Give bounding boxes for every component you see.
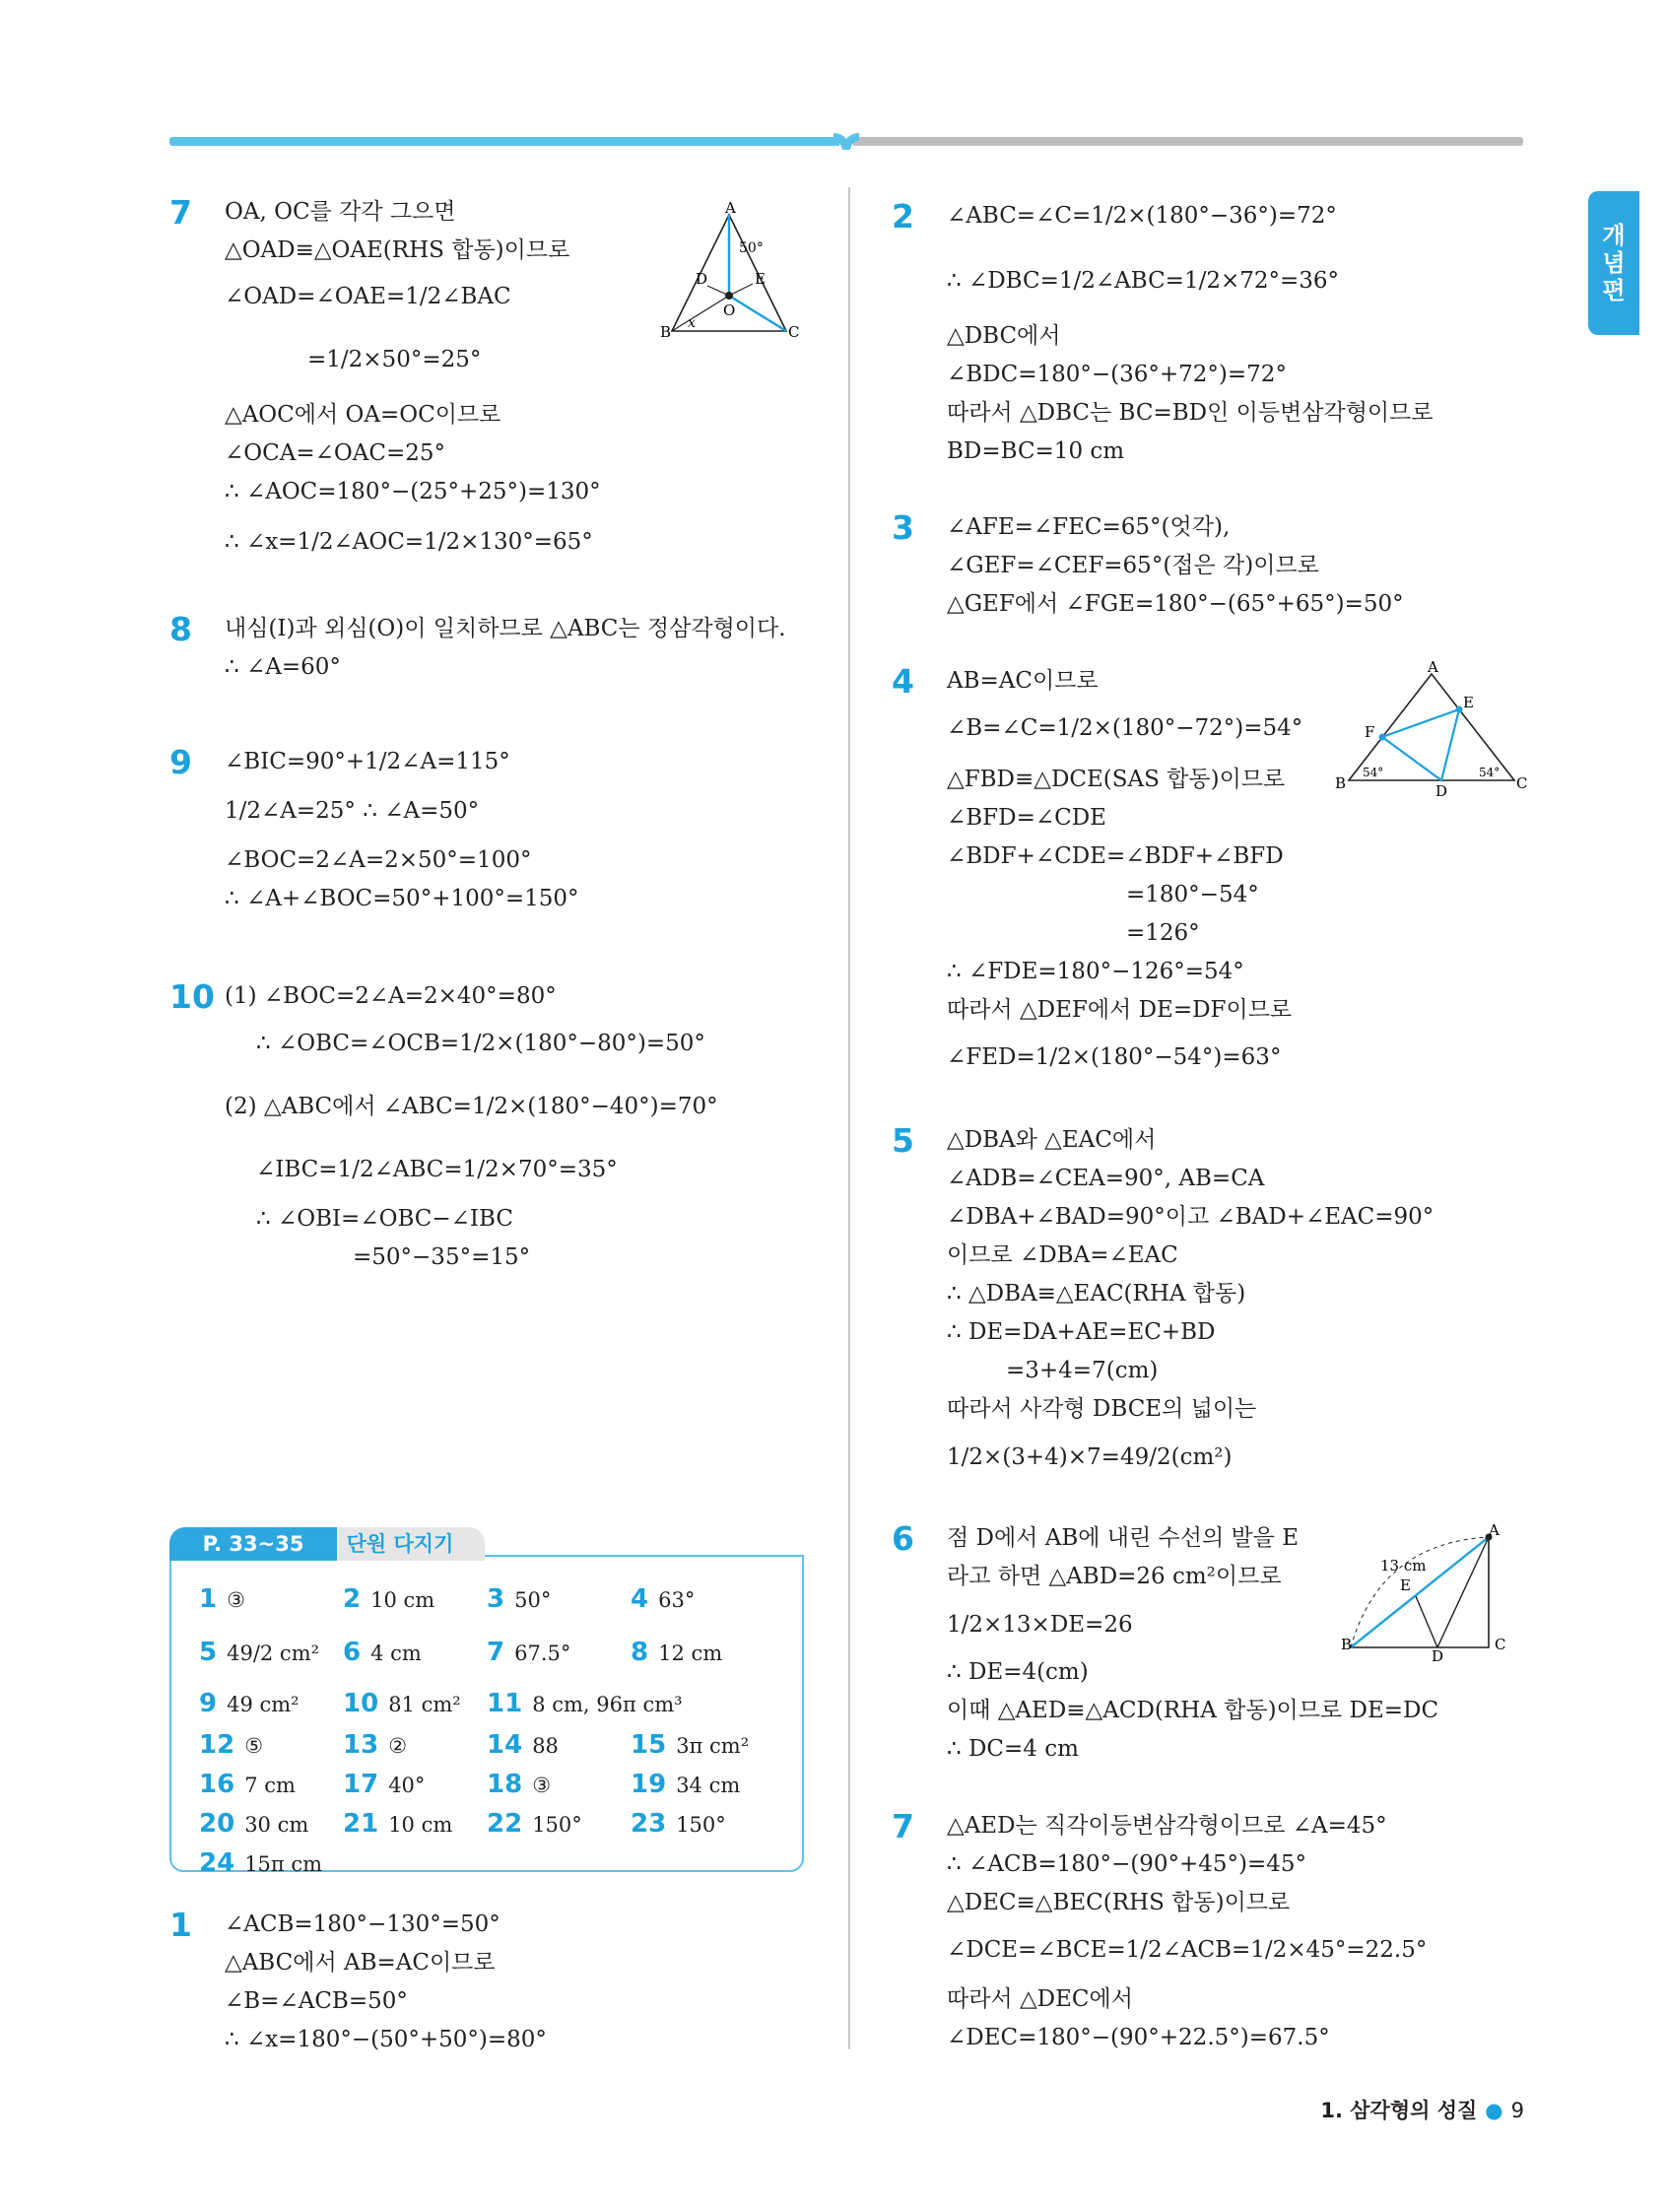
answer-item	[199, 1730, 263, 1761]
answer-number: 12	[199, 1730, 235, 1760]
answer-value: 34 cm	[676, 1774, 741, 1797]
top-bar-notch	[834, 137, 859, 163]
triangle-figure-7	[660, 201, 798, 339]
fig-label: B	[1335, 774, 1347, 792]
answer-value: 63°	[658, 1588, 696, 1612]
fig-label: O	[723, 302, 736, 319]
solution-line: ∠DBA+∠BAD=90°이고 ∠BAD+∠EAC=90°	[947, 1204, 1434, 1230]
solution-line: ∠ADB=∠CEA=90°, AB=CA	[947, 1166, 1265, 1191]
answer-value: ⑤	[244, 1734, 264, 1758]
solution-line: =1/2×50°=25°	[307, 347, 482, 372]
chapter-title: 1. 삼각형의 성질	[1320, 2099, 1478, 2122]
answer-value: 150°	[676, 1813, 726, 1837]
solution-line: BD=BC=10 cm	[947, 438, 1125, 464]
solution-line: ∠ABC=∠C=1/2×(180°−36°)=72°	[947, 203, 1337, 229]
solution-line: ∴ ∠AOC=180°−(25°+25°)=130°	[225, 479, 601, 504]
answer-number: 7	[487, 1638, 505, 1667]
answer-value: 150°	[532, 1813, 582, 1837]
answer-number: 22	[487, 1809, 523, 1839]
answer-item	[199, 1770, 296, 1800]
unit-review-box	[169, 1527, 804, 1878]
solution-line: 이므로 ∠DBA=∠EAC	[947, 1242, 1178, 1268]
solution-line: 1/2×(3+4)×7=49/2(cm²)	[947, 1444, 1233, 1470]
fig-label: D	[696, 270, 708, 288]
fig-label: C	[1516, 774, 1528, 792]
answer-value: 88	[532, 1734, 559, 1758]
answer-item	[487, 1638, 570, 1668]
solution-line: 따라서 △DBC는 BC=BD인 이등변삼각형이므로	[947, 400, 1434, 426]
solution-line: ∠BFD=∠CDE	[947, 805, 1106, 831]
solution-line: △ABC에서 AB=AC이므로	[225, 1950, 496, 1976]
solution-line: 따라서 △DEC에서	[947, 1986, 1133, 2012]
fig-label: B	[660, 323, 672, 341]
answer-number: 15	[631, 1730, 667, 1760]
fig-label: B	[1341, 1636, 1353, 1653]
answer-item	[343, 1689, 461, 1719]
fig-label: C	[788, 323, 800, 341]
solution-line: ∴ ∠A+∠BOC=50°+100°=150°	[225, 886, 579, 911]
answer-number: 3	[487, 1584, 505, 1614]
problem-number: 6	[892, 1519, 914, 1558]
solution-line: ∠FED=1/2×(180°−54°)=63°	[947, 1044, 1282, 1070]
top-bar-right	[853, 137, 1523, 146]
problem-number: 4	[892, 662, 914, 701]
solution-line: 내심(I)과 외심(O)이 일치하므로 △ABC는 정삼각형이다.	[225, 616, 786, 641]
triangle-figure-4	[1333, 658, 1530, 800]
problem-number: 9	[169, 743, 192, 781]
fig-label: A	[725, 199, 736, 217]
solution-line: △DEC≡△BEC(RHS 합동)이므로	[947, 1890, 1291, 1915]
answer-item	[487, 1809, 582, 1840]
answer-value: 10 cm	[370, 1588, 435, 1612]
solution-line: ∠IBC=1/2∠ABC=1/2×70°=35°	[256, 1157, 618, 1182]
answer-item	[631, 1730, 749, 1761]
answer-number: 8	[631, 1638, 649, 1667]
answer-value: 81 cm²	[388, 1693, 461, 1716]
answer-number: 16	[199, 1770, 235, 1799]
answer-value: 49 cm²	[227, 1693, 300, 1716]
solution-line: ∠GEF=∠CEF=65°(접은 각)이므로	[947, 553, 1319, 578]
answer-number: 17	[343, 1770, 379, 1799]
solution-line: △AOC에서 OA=OC이므로	[225, 402, 501, 428]
solution-line: =180°−54°	[1126, 882, 1259, 907]
answer-value: 40°	[388, 1774, 426, 1797]
answer-number: 14	[487, 1730, 523, 1760]
fig-label: x	[688, 315, 696, 331]
solution-line: ∴ ∠FDE=180°−126°=54°	[947, 959, 1244, 984]
solution-line: ∴ ∠x=180°−(50°+50°)=80°	[225, 2027, 547, 2052]
answer-item	[199, 1584, 245, 1615]
solution-line: ∴ ∠x=1/2∠AOC=1/2×130°=65°	[225, 529, 593, 555]
answer-number: 20	[199, 1809, 235, 1839]
answer-number: 6	[343, 1638, 362, 1667]
fig-label: E	[755, 270, 766, 288]
solution-line: ∴ ∠OBI=∠OBC−∠IBC	[256, 1206, 513, 1232]
fig-label: C	[1495, 1636, 1506, 1653]
answer-item	[487, 1730, 559, 1761]
fig-label: 50°	[739, 240, 764, 256]
side-tab	[1588, 191, 1639, 335]
answer-value: ③	[227, 1588, 245, 1612]
answer-item	[199, 1848, 322, 1879]
answer-value: 4 cm	[370, 1642, 422, 1665]
problem-number: 1	[169, 1906, 192, 1944]
answer-number: 2	[343, 1584, 362, 1614]
problem-number: 5	[892, 1121, 914, 1160]
answer-number: 21	[343, 1809, 379, 1839]
solution-line: △DBA와 △EAC에서	[947, 1127, 1157, 1153]
solution-line: ∴ DE=4(cm)	[947, 1659, 1089, 1685]
solution-line: △DBC에서	[947, 323, 1061, 349]
solution-line: OA, OC를 각각 그으면	[225, 199, 456, 225]
answer-item	[343, 1730, 407, 1761]
solution-line: △FBD≡△DCE(SAS 합동)이므로	[947, 767, 1286, 792]
answer-number: 10	[343, 1689, 379, 1718]
answer-number: 24	[199, 1848, 235, 1878]
answer-number: 19	[631, 1770, 667, 1799]
fig-label: D	[1432, 1647, 1444, 1665]
answer-item	[487, 1689, 683, 1719]
solution-line: =126°	[1126, 920, 1200, 946]
solution-line: ∠BOC=2∠A=2×50°=100°	[225, 847, 532, 873]
problem-number: 7	[892, 1807, 914, 1845]
solution-line: ∴ DE=DA+AE=EC+BD	[947, 1319, 1216, 1345]
answer-number: 23	[631, 1809, 667, 1839]
answer-number: 4	[631, 1584, 649, 1614]
solution-line: ∴ DC=4 cm	[947, 1736, 1079, 1762]
answer-item	[631, 1809, 726, 1840]
answer-number: 5	[199, 1638, 218, 1667]
solution-line: ∠AFE=∠FEC=65°(엇각),	[947, 514, 1231, 540]
problem-number: 2	[892, 197, 914, 235]
solution-line: (2) △ABC에서 ∠ABC=1/2×(180°−40°)=70°	[225, 1094, 718, 1119]
solution-line: 이때 △AED≡△ACD(RHA 합동)이므로 DE=DC	[947, 1698, 1439, 1723]
answer-item	[199, 1689, 300, 1719]
solution-line: ∴ ∠DBC=1/2∠ABC=1/2×72°=36°	[947, 268, 1340, 294]
solution-line: 따라서 사각형 DBCE의 넓이는	[947, 1396, 1257, 1422]
solution-line: ∠OAD=∠OAE=1/2∠BAC	[225, 284, 511, 309]
fig-label: D	[1435, 782, 1448, 800]
answer-number: 1	[199, 1584, 218, 1614]
unit-title-tab: 단원 다지기	[315, 1527, 485, 1561]
answer-number: 9	[199, 1689, 218, 1718]
solution-line: AB=AC이므로	[947, 668, 1099, 694]
solution-line: ∴ ∠A=60°	[225, 654, 341, 680]
solution-line: ∠DCE=∠BCE=1/2∠ACB=1/2×45°=22.5°	[947, 1937, 1428, 1963]
fig-label: A	[1428, 658, 1438, 676]
fig-label: F	[1365, 723, 1375, 741]
answer-value: 49/2 cm²	[227, 1642, 320, 1665]
solution-line: ∠ACB=180°−130°=50°	[225, 1911, 500, 1937]
fig-label: 54°	[1479, 766, 1501, 779]
solution-line: ∠BDF+∠CDE=∠BDF+∠BFD	[947, 843, 1284, 869]
answer-value: 8 cm, 96π cm³	[532, 1693, 683, 1716]
solution-line: (1) ∠BOC=2∠A=2×40°=80°	[225, 983, 557, 1009]
fig-label: 13 cm	[1380, 1557, 1427, 1575]
answer-item	[631, 1638, 722, 1668]
solution-line: ∴ △DBA≡△EAC(RHA 합동)	[947, 1281, 1246, 1307]
answer-value: 7 cm	[244, 1774, 296, 1797]
fig-label: E	[1400, 1576, 1411, 1594]
answer-item	[343, 1809, 452, 1840]
answer-value: 15π cm	[244, 1852, 323, 1876]
column-divider	[848, 187, 850, 2049]
footer-dot-icon: ●	[1485, 2099, 1503, 2122]
solution-line: =50°−35°=15°	[353, 1244, 531, 1270]
side-tab-label: 개념편	[1602, 222, 1626, 304]
answer-item	[487, 1584, 551, 1615]
answer-number: 13	[343, 1730, 379, 1760]
answer-item	[631, 1584, 695, 1615]
answer-value: 30 cm	[244, 1813, 309, 1837]
top-bar-left	[169, 137, 839, 146]
answer-item	[343, 1770, 425, 1800]
answer-item	[343, 1584, 434, 1615]
solution-line: ∠BDC=180°−(36°+72°)=72°	[947, 362, 1287, 387]
fig-label: A	[1489, 1521, 1500, 1539]
solution-line: 점 D에서 AB에 내린 수선의 발을 E	[947, 1525, 1300, 1551]
answer-number: 11	[487, 1689, 523, 1718]
solution-line: 라고 하면 △ABD=26 cm²이므로	[947, 1564, 1282, 1589]
answer-item	[199, 1638, 319, 1668]
solution-line: ∠DEC=180°−(90°+22.5°)=67.5°	[947, 2025, 1330, 2050]
fig-label: 54°	[1363, 766, 1384, 779]
answer-value: 3π cm²	[676, 1734, 750, 1758]
solution-line: △GEF에서 ∠FGE=180°−(65°+65°)=50°	[947, 591, 1404, 617]
solution-line: 1/2∠A=25° ∴ ∠A=50°	[225, 798, 480, 824]
problem-number: 10	[169, 977, 215, 1016]
answer-value: 50°	[514, 1588, 552, 1612]
problem-number: 3	[892, 508, 914, 547]
solution-line: 1/2×13×DE=26	[947, 1612, 1133, 1638]
page-range-tab: P. 33~35	[169, 1527, 337, 1561]
solution-line: =3+4=7(cm)	[1006, 1358, 1159, 1383]
answer-item	[343, 1638, 422, 1668]
answer-item	[631, 1770, 740, 1800]
page-number: 9	[1510, 2099, 1524, 2122]
answer-value: ③	[532, 1774, 552, 1797]
page-footer	[1320, 2095, 1524, 2124]
solution-line: ∠B=∠C=1/2×(180°−72°)=54°	[947, 715, 1303, 741]
solution-line: ∴ ∠ACB=180°−(90°+45°)=45°	[947, 1851, 1307, 1877]
solution-line: ∴ ∠OBC=∠OCB=1/2×(180°−80°)=50°	[256, 1031, 705, 1056]
answer-number: 18	[487, 1770, 523, 1799]
answer-value: 12 cm	[658, 1642, 723, 1665]
answer-item	[199, 1809, 308, 1840]
answer-value: 10 cm	[388, 1813, 453, 1837]
answer-value: ②	[388, 1734, 408, 1758]
solution-line: ∠B=∠ACB=50°	[225, 1988, 408, 2014]
answer-value: 67.5°	[514, 1642, 571, 1665]
fig-label: E	[1463, 694, 1474, 711]
answer-item	[487, 1770, 551, 1800]
problem-number: 8	[169, 610, 192, 648]
solution-line: ∠BIC=90°+1/2∠A=115°	[225, 749, 510, 774]
solution-line: ∠OCA=∠OAC=25°	[225, 440, 445, 466]
solution-line: △OAD≡△OAE(RHS 합동)이므로	[225, 237, 570, 263]
triangle-figure-6	[1341, 1521, 1528, 1665]
solution-line: 따라서 △DEF에서 DE=DF이므로	[947, 997, 1293, 1023]
problem-number: 7	[169, 193, 192, 232]
solution-line: △AED는 직각이등변삼각형이므로 ∠A=45°	[947, 1813, 1387, 1839]
